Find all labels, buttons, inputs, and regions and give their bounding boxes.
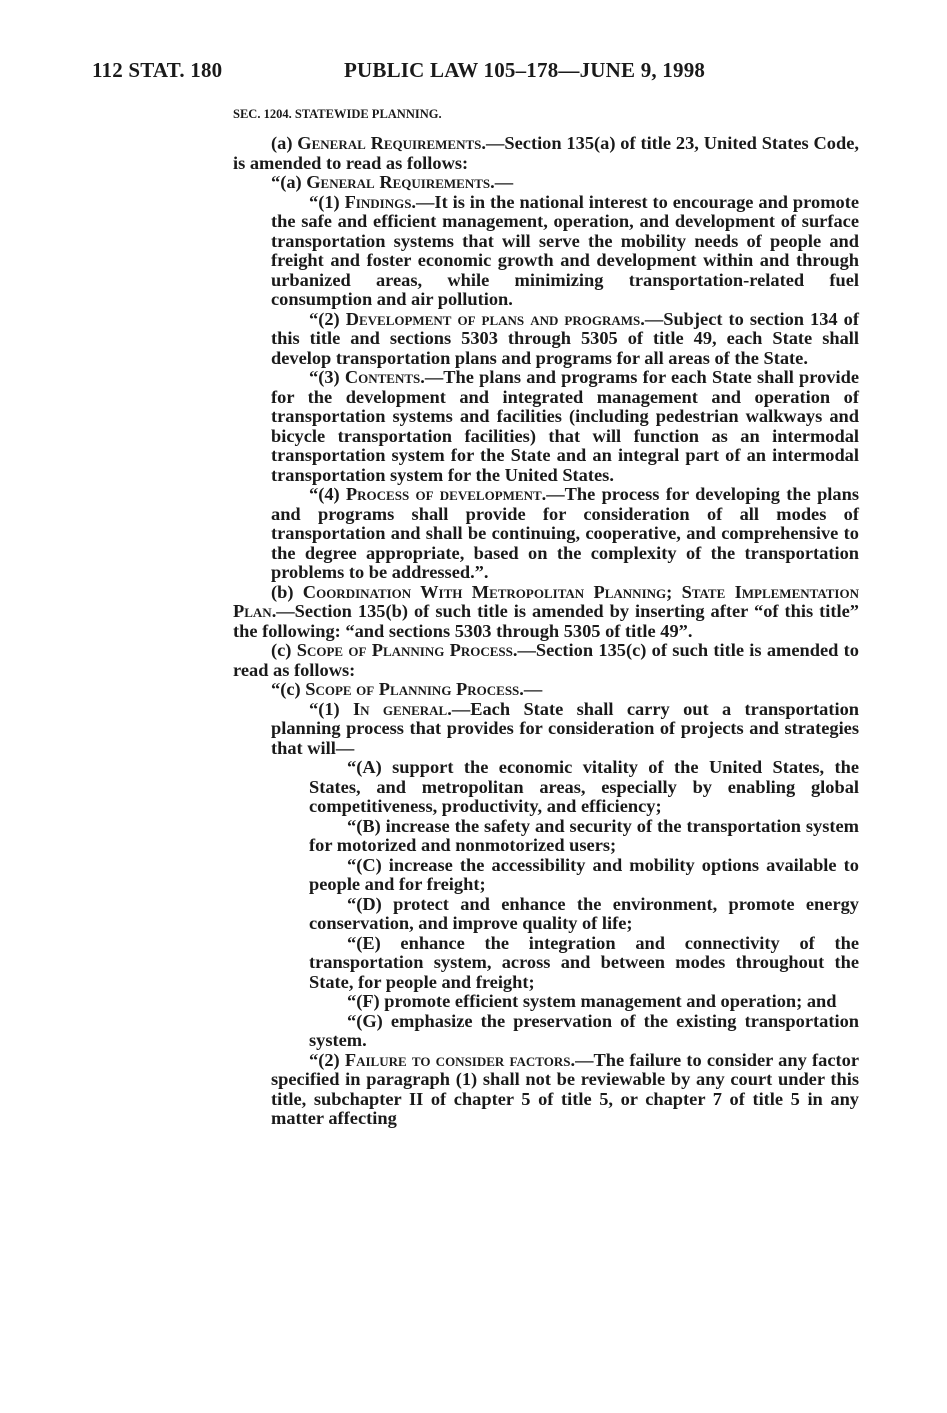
paragraph-a-3-contents: “(3) Contents.—The plans and programs for each State shall provide for the development and integrated management and operation of transportation systems and facilities (including pedestrian walkways and bicycle transportation facilities) that will function as an intermodal transportation system for the State and an integral part of an intermodal transportation system for the United States.	[271, 367, 859, 485]
public-law-title: PUBLIC LAW 105–178—JUNE 9, 1998	[344, 58, 706, 82]
paragraph-a: (a) General Requirements.—Section 135(a) of title 23, United States Code, is amended to read as follows:	[233, 133, 859, 173]
page-header	[92, 58, 792, 88]
paragraph-b: (b) Coordination With Metropolitan Planning; State Implementation Plan.—Section 135(b) of such title is amended by inserting after “of this title” the following: “and sections 5303 through 5305 of title 49”.	[233, 581, 859, 641]
paragraph-a-2-development: “(2) Development of plans and programs.—Subject to section 134 of this title and sections 5303 through 5305 of title 49, each State shall develop transportation plans and programs for all areas of the State.	[271, 308, 859, 368]
paragraph-c-1-general: “(1) In general.—Each State shall carry out a transportation planning process that provides for consideration of projects and strategies that will—	[271, 698, 859, 758]
section-heading: SEC. 1204. STATEWIDE PLANNING.	[233, 107, 442, 121]
paragraph-c-2-failure: “(2) Failure to consider factors.—The failure to consider any factor specified in paragraph (1) shall not be reviewable by any court under this title, subchapter II of chapter 5 of title 5, or chapter 7 of title 5 in any matter affecting	[271, 1049, 859, 1128]
statute-page-number: 112 STAT. 180	[92, 58, 223, 82]
subparagraph-C: “(C) increase the accessibility and mobility options available to people and for freight;	[309, 854, 859, 894]
subparagraph-E: “(E) enhance the integration and connectivity of the transportation system, across and between modes throughout the State, for people and freight;	[309, 932, 859, 992]
paragraph-quoted-c: “(c) Scope of Planning Process.—	[271, 679, 543, 699]
subparagraph-B: “(B) increase the safety and security of the transportation system for motorized and nonmotorized users;	[309, 815, 859, 855]
paragraph-c: (c) Scope of Planning Process.—Section 135(c) of such title is amended to read as follows:	[233, 640, 859, 680]
paragraph-a-1-findings: “(1) Findings.—It is in the national interest to encourage and promote the safe and efficient management, operation, and development of surface transportation systems that will serve the mobility needs of people and freight and foster economic growth and development within and through urbanized areas, while minimizing transportation-related fuel consumption and air pollution.	[271, 191, 859, 309]
paragraph-quoted-a: “(a) General Requirements.—	[271, 172, 514, 192]
paragraph-a-4-process: “(4) Process of development.—The process for developing the plans and programs shall provide for consideration of all modes of transportation and shall be continuing, cooperative, and comprehensive to the degree appropriate, based on the complexity of the transportation problems to be addressed.”.	[271, 484, 859, 582]
document-body	[233, 106, 859, 1129]
subparagraph-F: “(F) promote efficient system management and operation; and	[347, 991, 837, 1011]
subparagraph-D: “(D) protect and enhance the environment, promote energy conservation, and improve quality of life;	[309, 893, 859, 933]
subparagraph-A: “(A) support the economic vitality of the United States, the States, and metropolitan areas, especially by enabling global competitiveness, productivity, and efficiency;	[309, 757, 859, 816]
subparagraph-G: “(G) emphasize the preservation of the existing transportation system.	[309, 1010, 859, 1050]
